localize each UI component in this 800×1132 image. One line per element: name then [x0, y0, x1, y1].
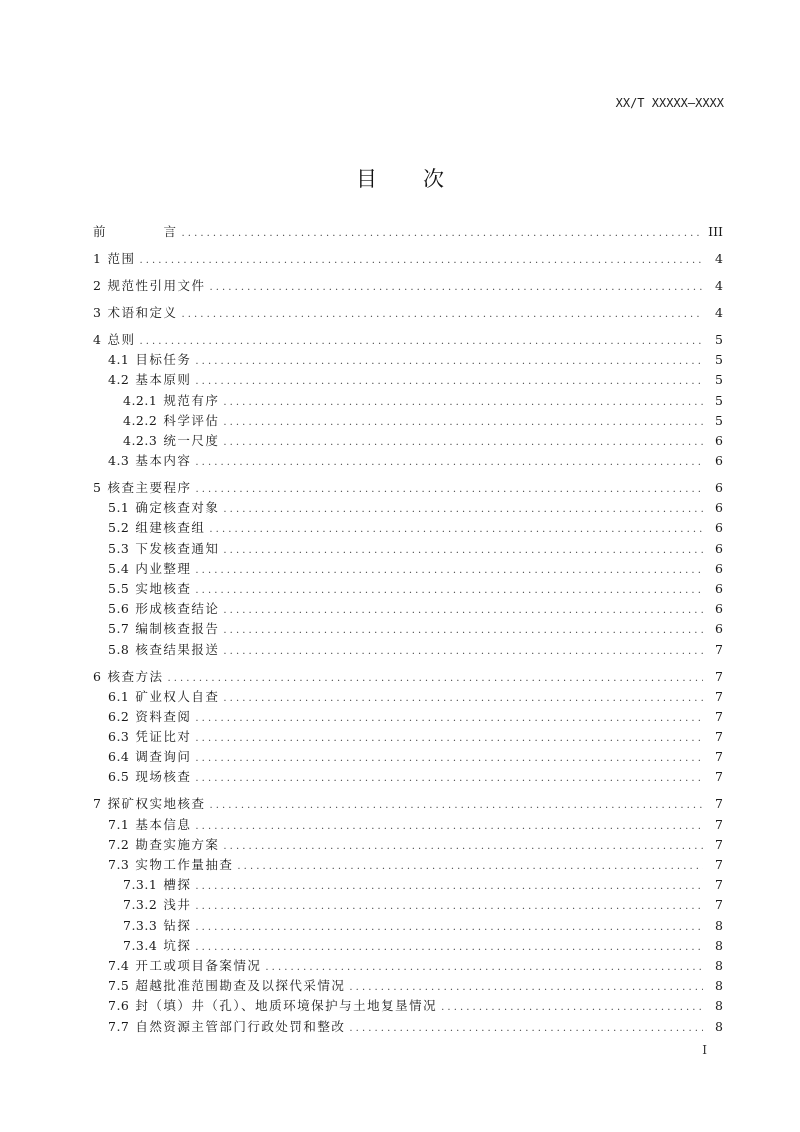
toc-entry-title: 内业整理 — [135, 560, 192, 576]
toc-entry-number: 7.4 — [108, 957, 130, 973]
toc-entry-page: 6 — [715, 453, 723, 469]
toc-entry-title: 资料查阅 — [135, 708, 192, 724]
toc-leader-dots — [265, 958, 703, 978]
toc-entry-page: 7 — [715, 897, 723, 913]
toc-entry[interactable] — [93, 370, 723, 390]
toc-entry-number: 7.3 — [108, 857, 130, 873]
toc-entry-title: 言 — [163, 224, 178, 239]
toc-entry-number: 5.8 — [108, 641, 130, 657]
toc-leader-dots — [209, 520, 703, 540]
toc-entry-number: 7.3.2 — [123, 897, 158, 913]
toc-entry[interactable] — [93, 539, 723, 559]
toc-entry-number: 7.3.4 — [123, 937, 158, 953]
toc-entry-title: 实物工作量抽查 — [135, 857, 234, 873]
toc-leader-dots — [195, 877, 703, 897]
toc-entry-number: 4.1 — [108, 352, 130, 368]
toc-entry-title: 矿业权人自查 — [135, 688, 220, 704]
toc-entry-number: 7.3.1 — [123, 877, 158, 893]
toc-entry-number: 5.4 — [108, 560, 130, 576]
toc-title-char-1: 目 — [356, 167, 377, 191]
toc-leader-dots — [223, 601, 703, 621]
toc-entry-number: 7.3.3 — [123, 917, 158, 933]
toc-entry-title: 现场核查 — [135, 769, 192, 785]
toc-entry[interactable] — [93, 747, 723, 767]
toc-entry-title: 规范性引用文件 — [107, 277, 206, 293]
toc-entry-title: 术语和定义 — [107, 304, 178, 320]
toc-entry[interactable] — [93, 794, 723, 814]
toc-entry-page: 7 — [715, 857, 723, 873]
toc-entry-title: 凭证比对 — [135, 729, 192, 745]
toc-entry-page: 4 — [715, 304, 723, 320]
toc-leader-dots — [349, 978, 703, 998]
toc-entry-page: 6 — [715, 500, 723, 516]
toc-leader-dots — [195, 938, 703, 958]
toc-entry[interactable] — [93, 875, 723, 895]
toc-entry-page: 8 — [715, 1018, 723, 1034]
toc-entry[interactable] — [93, 956, 723, 976]
toc-entry-number: 7.1 — [108, 816, 130, 832]
toc-leader-dots — [181, 305, 703, 325]
toc-entry[interactable] — [93, 996, 723, 1016]
toc-entry-title: 基本原则 — [135, 372, 192, 388]
toc-entry-title: 下发核查通知 — [135, 540, 220, 556]
toc-entry-page: 6 — [715, 560, 723, 576]
toc-entry[interactable] — [93, 451, 723, 471]
toc-entry-page: 6 — [715, 480, 723, 496]
toc-leader-dots — [237, 857, 703, 877]
toc-entry[interactable] — [93, 687, 723, 707]
toc-leader-dots — [195, 372, 703, 392]
toc-entry-number: 7.6 — [108, 998, 130, 1014]
toc-entry-page: 7 — [715, 796, 723, 812]
toc-entry-title: 开工或项目备案情况 — [135, 957, 262, 973]
toc-leader-dots — [195, 581, 703, 601]
toc-entry-title: 核查主要程序 — [107, 480, 192, 496]
toc-entry-title: 浅井 — [163, 897, 192, 913]
toc-entry-number: 7.7 — [108, 1018, 130, 1034]
toc-entry-number: 7.5 — [108, 978, 130, 994]
toc-entry-page: 7 — [715, 668, 723, 684]
toc-leader-dots — [167, 669, 703, 689]
toc-entry-number: 4.2.1 — [123, 392, 158, 408]
toc-entry[interactable] — [93, 815, 723, 835]
toc-entry-page: 7 — [715, 769, 723, 785]
toc-entry-title: 调查询问 — [135, 749, 192, 765]
toc-entry-title: 基本内容 — [135, 453, 192, 469]
toc-title-char-2: 次 — [423, 167, 444, 191]
toc-entry-page: 8 — [715, 957, 723, 973]
toc-entry[interactable] — [93, 916, 723, 936]
toc-entry-page: 8 — [715, 917, 723, 933]
toc-entry[interactable] — [93, 599, 723, 619]
toc-entry[interactable] — [93, 518, 723, 538]
toc-entry-title: 核查结果报送 — [135, 641, 220, 657]
toc-entry-number: 7.2 — [108, 836, 130, 852]
toc-entry[interactable] — [93, 976, 723, 996]
toc-entry-title: 总则 — [107, 331, 136, 347]
toc-entry-number: 4.2 — [108, 372, 130, 388]
toc-leader-dots — [223, 541, 703, 561]
toc-entry[interactable] — [93, 391, 723, 411]
toc-entry-number: 6.5 — [108, 769, 130, 785]
toc-entry-number: 前 — [93, 224, 106, 239]
toc-entry-page: III — [708, 224, 723, 239]
toc-entry[interactable] — [93, 303, 723, 323]
toc-entry-page: 6 — [715, 432, 723, 448]
toc-entry-page: 5 — [715, 412, 723, 428]
toc-leader-dots — [195, 709, 703, 729]
toc-entry-number: 5.7 — [108, 621, 130, 637]
toc-entry-page: 6 — [715, 601, 723, 617]
toc-leader-dots — [195, 918, 703, 938]
toc-entry-number: 4.2.3 — [123, 432, 158, 448]
toc-entry-number: 5.3 — [108, 540, 130, 556]
toc-entry[interactable] — [93, 579, 723, 599]
toc-leader-dots — [139, 332, 703, 352]
toc-entry-page: 7 — [715, 836, 723, 852]
toc-leader-dots — [223, 837, 703, 857]
toc-entry-number: 7 — [93, 796, 102, 812]
toc-entry-page: 7 — [715, 816, 723, 832]
toc-leader-dots — [195, 749, 703, 769]
toc-entry-page: 5 — [715, 331, 723, 347]
toc-entry-title: 科学评估 — [163, 412, 220, 428]
toc-entry[interactable] — [93, 498, 723, 518]
toc-entry-title: 基本信息 — [135, 816, 192, 832]
toc-title — [0, 163, 800, 193]
toc-entry-title: 勘查实施方案 — [135, 836, 220, 852]
toc-leader-dots — [139, 251, 703, 271]
toc-entry[interactable] — [93, 249, 723, 269]
toc-leader-dots — [195, 729, 703, 749]
toc-entry-number: 6.1 — [108, 688, 130, 704]
toc-entry-number: 1 — [93, 250, 102, 266]
toc-entry-title: 统一尺度 — [163, 432, 220, 448]
toc-entry-title: 超越批准范围勘查及以探代采情况 — [135, 978, 346, 994]
toc-entry-number: 4.3 — [108, 453, 130, 469]
toc-entry-page: 6 — [715, 621, 723, 637]
toc-leader-dots — [195, 561, 703, 581]
toc-entry-title: 编制核查报告 — [135, 621, 220, 637]
toc-entry-number: 4 — [93, 331, 102, 347]
toc-entry-number: 6.3 — [108, 729, 130, 745]
toc-entry-number: 5.6 — [108, 601, 130, 617]
toc-leader-dots — [182, 224, 703, 244]
toc-leader-dots — [209, 278, 703, 298]
toc-entry-title: 范围 — [107, 250, 136, 266]
toc-entry-number: 5 — [93, 480, 102, 496]
toc-entry-title: 确定核查对象 — [135, 500, 220, 516]
toc-entry[interactable] — [93, 222, 723, 242]
toc-leader-dots — [195, 453, 703, 473]
document-code: XX/T XXXXX—XXXX — [615, 96, 724, 110]
toc-entry-page: 8 — [715, 978, 723, 994]
toc-entry-title: 封（填）井（孔）、地质环境保护与土地复垦情况 — [135, 998, 438, 1014]
toc-entry-page: 4 — [715, 250, 723, 266]
toc-entry[interactable] — [93, 478, 723, 498]
toc-entry-title: 探矿权实地核查 — [107, 796, 206, 812]
toc-entry-number: 6.2 — [108, 708, 130, 724]
toc-entry-title: 形成核查结论 — [135, 601, 220, 617]
toc-leader-dots — [195, 897, 703, 917]
page-number: I — [702, 1043, 707, 1057]
toc-entry-page: 7 — [715, 688, 723, 704]
toc-entry[interactable] — [93, 1017, 723, 1037]
toc-entry[interactable] — [93, 895, 723, 915]
toc-entry-number: 6 — [93, 668, 102, 684]
toc-entry-title: 自然资源主管部门行政处罚和整改 — [135, 1018, 346, 1034]
toc-entry-page: 5 — [715, 372, 723, 388]
toc-entry-number: 5.1 — [108, 500, 130, 516]
toc-entry-title: 坑探 — [163, 937, 192, 953]
toc-leader-dots — [223, 393, 703, 413]
toc-entry[interactable] — [93, 559, 723, 579]
toc-entry[interactable] — [93, 276, 723, 296]
toc-entry-page: 7 — [715, 877, 723, 893]
toc-leader-dots — [223, 500, 703, 520]
toc-entry-number: 5.5 — [108, 580, 130, 596]
toc-entry-page: 5 — [715, 352, 723, 368]
toc-leader-dots — [223, 689, 703, 709]
toc-entry-page: 6 — [715, 580, 723, 596]
toc-entry-number: 4.2.2 — [123, 412, 158, 428]
toc-entry[interactable] — [93, 330, 723, 350]
toc-entry[interactable] — [93, 411, 723, 431]
toc-entry-number: 6.4 — [108, 749, 130, 765]
toc-entry-page: 8 — [715, 998, 723, 1014]
toc-entry[interactable] — [93, 855, 723, 875]
toc-entry-title: 实地核查 — [135, 580, 192, 596]
toc-entry-title: 钻探 — [163, 917, 192, 933]
toc-entry[interactable] — [93, 350, 723, 370]
toc-entry-title: 目标任务 — [135, 352, 192, 368]
toc-entry[interactable] — [93, 707, 723, 727]
toc-leader-dots — [195, 480, 703, 500]
toc-entry-number: 5.2 — [108, 520, 130, 536]
toc-leader-dots — [223, 621, 703, 641]
toc-entry-number: 2 — [93, 277, 102, 293]
toc-entry-title: 规范有序 — [163, 392, 220, 408]
toc-entry-title: 核查方法 — [107, 668, 164, 684]
toc-entry[interactable] — [93, 767, 723, 787]
toc-leader-dots — [223, 413, 703, 433]
toc-leader-dots — [195, 817, 703, 837]
toc-entry-page: 7 — [715, 749, 723, 765]
toc-entry-page: 5 — [715, 392, 723, 408]
toc-leader-dots — [223, 433, 703, 453]
toc-entry-title: 槽探 — [163, 877, 192, 893]
toc-leader-dots — [441, 998, 703, 1018]
toc-entry[interactable] — [93, 936, 723, 956]
toc-leader-dots — [349, 1019, 703, 1039]
toc-entry[interactable] — [93, 727, 723, 747]
toc-entry-page: 6 — [715, 540, 723, 556]
toc-leader-dots — [223, 642, 703, 662]
toc-leader-dots — [209, 796, 703, 816]
table-of-contents — [93, 222, 723, 1037]
toc-entry-page: 7 — [715, 708, 723, 724]
toc-entry-page: 4 — [715, 277, 723, 293]
toc-entry[interactable] — [93, 619, 723, 639]
toc-entry-page: 8 — [715, 937, 723, 953]
toc-entry[interactable] — [93, 640, 723, 660]
toc-entry[interactable] — [93, 667, 723, 687]
toc-entry[interactable] — [93, 431, 723, 451]
toc-leader-dots — [195, 352, 703, 372]
toc-entry-page: 7 — [715, 729, 723, 745]
toc-entry-number: 3 — [93, 304, 102, 320]
toc-entry-page: 6 — [715, 520, 723, 536]
toc-entry-page: 7 — [715, 641, 723, 657]
toc-leader-dots — [195, 769, 703, 789]
toc-entry-title: 组建核查组 — [135, 520, 206, 536]
toc-entry[interactable] — [93, 835, 723, 855]
